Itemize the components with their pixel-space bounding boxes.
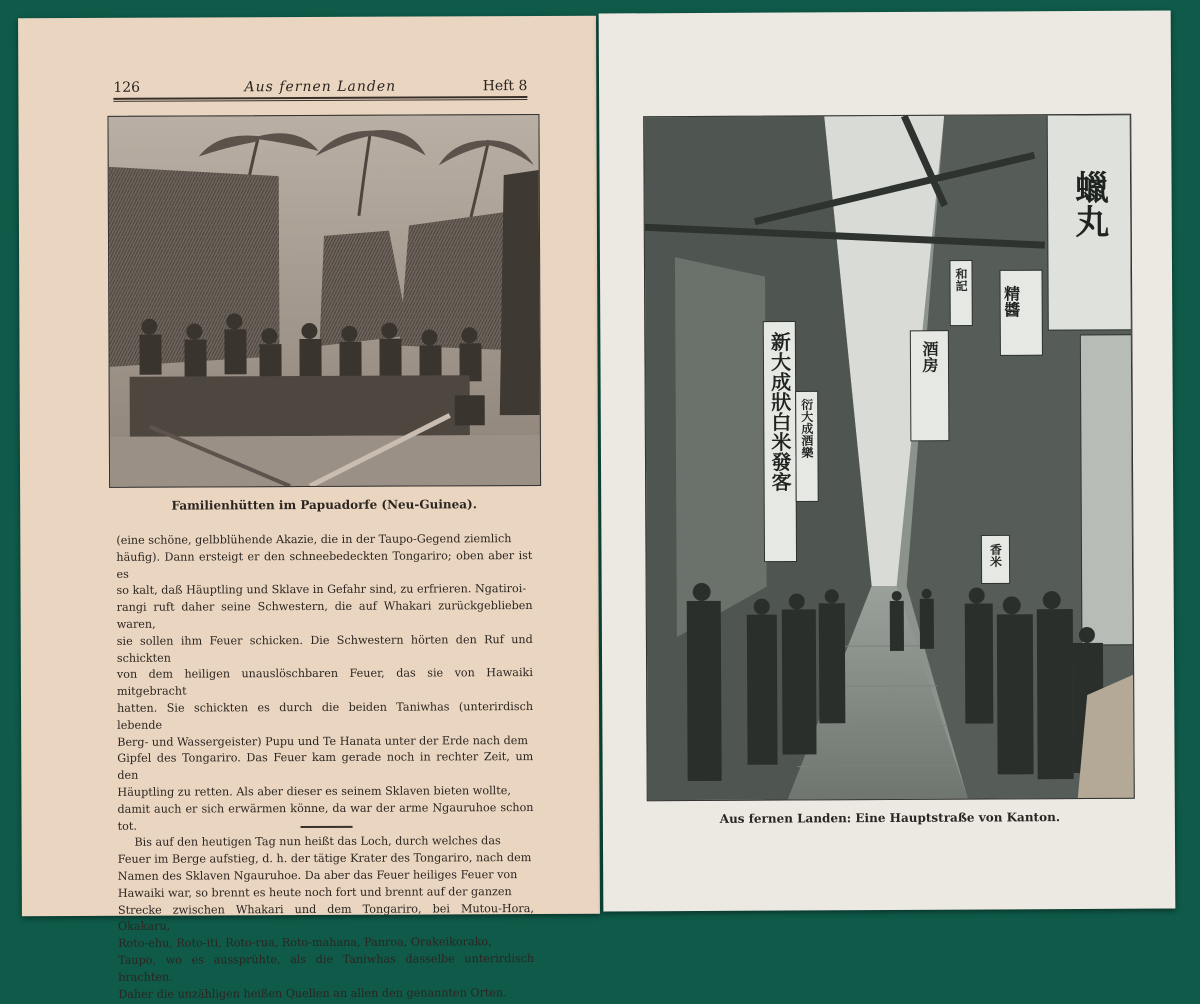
body-line: häufig). Dann ersteigt er den schneebedeckten Tongariro; oben aber ist es (116, 548, 533, 581)
body-line: (eine schöne, gelbblühende Akazie, die in der Taupo-Gegend ziemlich (116, 532, 512, 547)
running-title: Aus fernen Landen (244, 78, 397, 96)
body-line: Berg- und Wassergeister) Pupu und Te Hanata unter der Erde nach dem (117, 733, 529, 749)
sign-text-small: 衍大成酒樂 (799, 398, 814, 459)
body-line: Gipfel des Tongariro. Das Feuer kam gerade noch in rechter Zeit, um den (117, 750, 534, 782)
figure-caption-kanton: Aus fernen Landen: Eine Hauptstraße von Kanton. (719, 810, 1061, 826)
papua-village-huts-photo (107, 114, 541, 488)
left-page (18, 16, 600, 1001)
canton-street-photo (643, 114, 1135, 802)
running-header (113, 78, 527, 98)
body-line: Feuer im Berge aufstieg, d. h. der tätige Krater des Tongariro, nach dem (117, 851, 532, 866)
body-line: Roto-ehu, Roto-iti, Roto-rua, Roto-mahana, Panroa, Orakeikorako, (118, 935, 492, 950)
sign-text-jingjiang: 精醬 (1001, 285, 1021, 318)
body-line: hatten. Sie schickten es durch die beiden Taniwhas (unterirdisch lebende (117, 699, 534, 732)
sign-text-lower: 香米 (988, 543, 1003, 568)
body-line: Daher die unzähligen heißen Quellen an allen den genannten Orten. (118, 985, 507, 1001)
body-line: Namen des Sklaven Ngauruhoe. Da aber das Feuer heiliges Feuer von (117, 868, 518, 883)
section-end-rule (301, 826, 353, 828)
body-line: Taupo, wo es aussprühte, als die Taniwhas dasselbe unterirdisch brachten. (118, 951, 535, 984)
body-line: Strecke zwischen Whakari und dem Tongariro, bei Mutou-Hora, Okakaru, (117, 901, 534, 934)
sign-text-side: 和記 (953, 267, 969, 292)
body-line: von dem heiligen unauslöschbaren Feuer, das sie von Hawaiki mitgebracht (116, 666, 533, 699)
body-line: Hawaiki war, so brennt es heute noch fort und brennt auf der ganzen (117, 884, 512, 900)
sign-text-jiufang: 酒房 (919, 340, 940, 373)
body-line: so kalt, daß Häuptling und Sklave in Gefahr sind, zu erfrieren. Ngatiroi- (116, 582, 527, 598)
papua-village-illustration (108, 115, 540, 487)
issue-label: Heft 8 (482, 78, 528, 95)
sign-text-top-right: 蠟丸 (1068, 169, 1109, 239)
body-line: damit auch er sich erwärmen könne, da war der arme Ngauruhoe schon tot. (117, 800, 534, 833)
canton-street-illustration (644, 115, 1134, 801)
body-line: Häuptling zu retten. Als aber dieser es seinem Sklaven bieten wollte, (117, 784, 511, 799)
body-line: sie sollen ihm Feuer schicken. Die Schwestern hörten den Ruf und schickten (116, 632, 533, 665)
right-page (599, 11, 1176, 912)
sign-text-long: 新大成狀白米發客 (767, 331, 793, 492)
body-line: Bis auf den heutigen Tag nun heißt das Loch, durch welches das (134, 834, 501, 850)
figure-caption-papua: Familienhütten im Papuadorfe (Neu-Guinea). (171, 497, 477, 513)
page-number: 126 (113, 79, 141, 96)
article-body (116, 531, 534, 1003)
body-line: rangi ruft daher seine Schwestern, die auf Whakari zurückgeblieben waren, (116, 599, 533, 631)
